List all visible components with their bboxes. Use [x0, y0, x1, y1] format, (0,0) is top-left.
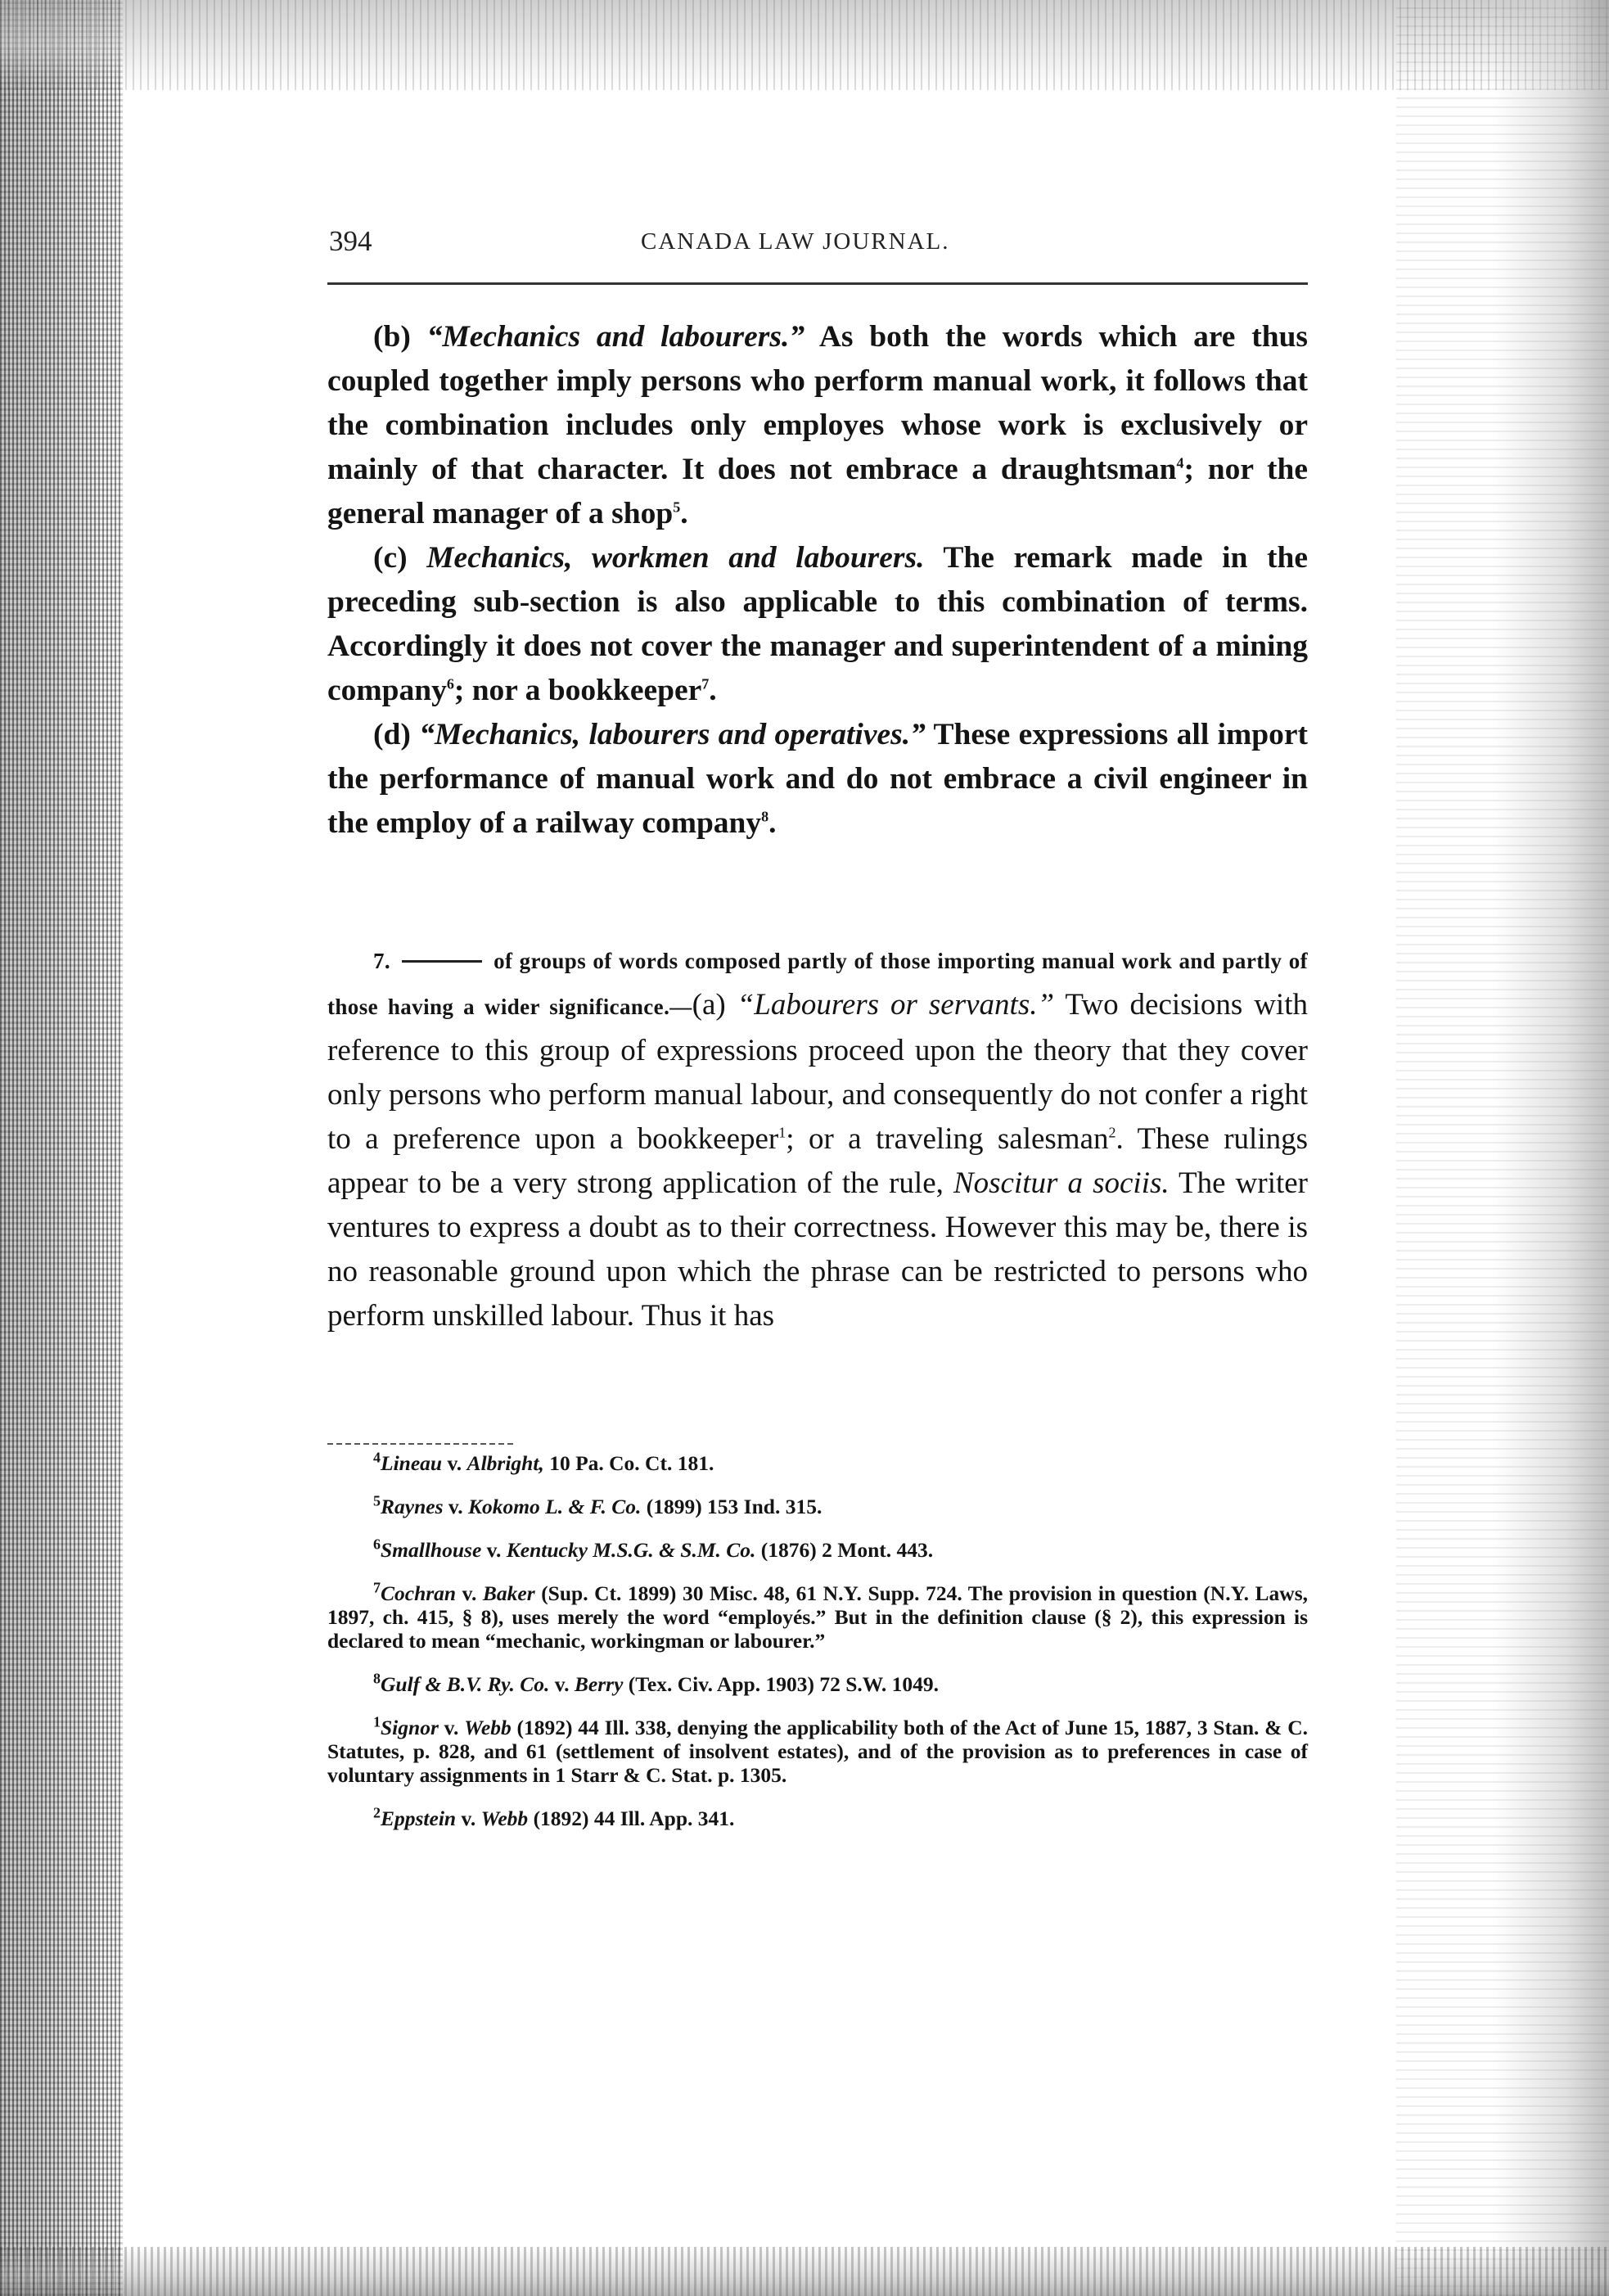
text-7a-end: The writer ventures to express a doubt as to their correctness. However this may be, there is no reasonable ground upon which the phrase can be restricted to persons who perform unskilled labour. Thus it has	[327, 1166, 1308, 1333]
footnote-case: Gulf & B.V. Ry. Co.	[381, 1672, 550, 1696]
footnote-ref-6: 6	[446, 675, 454, 692]
section-7	[327, 937, 1308, 1338]
footnote-ref-1: 1	[778, 1124, 786, 1141]
text-c: The remark made in the preceding sub-section is also applicable to this combination of terms. Accordingly it does not cover the manager and superintendent of a mining company	[327, 541, 1308, 707]
footnote-number: 4	[373, 1449, 381, 1466]
running-head	[327, 225, 1309, 269]
heading-d: “Mechanics, labourers and operatives.”	[419, 718, 926, 751]
footnote-number: 7	[373, 1579, 381, 1596]
footnote-case: Lineau	[381, 1451, 443, 1475]
footnote-party: Berry	[574, 1672, 624, 1696]
text-d: These expressions all import the performance of manual work and do not embrace a civil engineer in the employ of a railway company	[327, 718, 1309, 840]
header-rule	[327, 282, 1308, 285]
footnote	[327, 1581, 1308, 1653]
text-7a-mid: ; or a traveling salesman	[786, 1122, 1109, 1156]
text-c-mid: ; nor a bookkeeper	[453, 674, 702, 707]
footnote-cite: (Sup. Ct. 1899) 30 Misc. 48, 61 N.Y. Supp. 724. The provision in question (N.Y. Laws, 1897, ch. 415, § 8), uses merely the word “employés.” But in the definition clause (§ 2), this expression is declared to mean “mechanic, workingman or labourer.”	[327, 1581, 1309, 1653]
footnote-number: 6	[373, 1536, 381, 1553]
footnote	[327, 1804, 1308, 1830]
footnote	[327, 1538, 1308, 1562]
section-7-title: of groups of words composed partly of those importing manual work and partly of those having a wider significance.—	[327, 949, 1308, 1019]
footnote-rule	[327, 1443, 516, 1445]
footnote-cite: 10 Pa. Co. Ct. 181.	[549, 1451, 714, 1475]
heading-c: Mechanics, workmen and labourers.	[426, 541, 925, 575]
footnote-party: Webb	[464, 1716, 512, 1739]
label-b: (b)	[373, 320, 411, 354]
footnote-cite: (1899) 153 Ind. 315.	[646, 1495, 823, 1518]
footnote-party: Kentucky M.S.G. & S.M. Co.	[506, 1538, 756, 1562]
label-d: (d)	[373, 718, 411, 751]
text-b-end: .	[680, 497, 688, 530]
footnote	[327, 1672, 1308, 1696]
footnote-versus: v.	[462, 1581, 477, 1605]
maxim: Noscitur a sociis.	[953, 1166, 1170, 1200]
text-7a: Two decisions with reference to this group of expressions proceed upon the theory that they cover only persons who perform manual labour, and consequently do not confer a right to a preference upon a bookkeeper	[327, 988, 1308, 1156]
footnote-ref-8: 8	[761, 808, 769, 825]
journal-page	[327, 225, 1309, 1830]
scan-edge-left	[0, 0, 123, 2296]
footnote-number: 5	[373, 1492, 381, 1509]
paragraph-d	[327, 713, 1308, 846]
paragraph-7	[327, 937, 1308, 1338]
footnotes	[327, 1451, 1308, 1850]
label-7a: (a)	[692, 988, 726, 1022]
footnote-case: Raynes	[381, 1495, 444, 1518]
footnote-party: Webb	[480, 1807, 529, 1830]
footnote-party: Baker	[482, 1581, 535, 1605]
footnote-cite: (1892) 44 Ill. 338, denying the applicability both of the Act of June 15, 1887, 3 Stan. & C. Statutes, p. 828, and 61 (settlement of insolvent estates), and of the provision as to preferences in case of voluntary assignments in 1 Starr & C. Stat. p. 1305.	[327, 1716, 1308, 1787]
footnote-case: Cochran	[381, 1581, 457, 1605]
text-b: As both the words which are thus coupled together imply persons who perform manual work, it follows that the combination includes only employes whose work is exclusively or mainly of that character. It does not embrace a draughtsman	[327, 320, 1309, 486]
footnote-ref-4: 4	[1176, 454, 1184, 471]
footnote-case: Smallhouse	[381, 1538, 482, 1562]
paragraph-c	[327, 536, 1308, 713]
footnote-ref-2: 2	[1108, 1124, 1116, 1141]
heading-b: “Mechanics and labourers.”	[426, 320, 805, 354]
footnote-ref-5: 5	[673, 498, 681, 516]
footnote-number: 2	[373, 1804, 381, 1821]
footnote-case: Eppstein	[381, 1807, 457, 1830]
heading-7a: “Labourers or servants.”	[737, 988, 1055, 1022]
footnote-party: Albright,	[466, 1451, 544, 1475]
section-dash	[402, 960, 482, 963]
label-c: (c)	[373, 541, 408, 575]
footnote-ref-7: 7	[701, 675, 710, 692]
footnote-cite: (Tex. Civ. App. 1903) 72 S.W. 1049.	[628, 1672, 940, 1696]
footnote-versus: v.	[461, 1807, 476, 1830]
paragraph-b	[327, 315, 1308, 536]
text-c-end: .	[709, 674, 717, 707]
footnote-cite: (1876) 2 Mont. 443.	[760, 1538, 934, 1562]
footnote-case: Signor	[381, 1716, 439, 1739]
footnote-versus: v.	[448, 1495, 463, 1518]
footnote-versus: v.	[444, 1716, 459, 1739]
footnote-versus: v.	[447, 1451, 462, 1475]
footnote-versus: v.	[554, 1672, 570, 1696]
scan-edge-right	[1396, 0, 1609, 2296]
footnote-versus: v.	[486, 1538, 502, 1562]
footnote	[327, 1713, 1308, 1787]
footnote	[327, 1451, 1308, 1475]
footnote-party: Kokomo L. & F. Co.	[467, 1495, 642, 1518]
scan-edge-top	[0, 0, 1609, 90]
footnote-cite: (1892) 44 Ill. App. 341.	[533, 1807, 735, 1830]
scan-edge-bottom	[0, 2247, 1609, 2296]
text-7a-mid2: . These rulings appear to be a very strong application of the rule,	[327, 1122, 1308, 1200]
section-7-number: 7.	[373, 949, 391, 973]
footnote	[327, 1492, 1308, 1518]
journal-title: CANADA LAW JOURNAL.	[641, 228, 950, 255]
footnote-number: 1	[373, 1713, 381, 1730]
text-d-end: .	[768, 806, 777, 840]
page-number: 394	[329, 225, 372, 257]
text-b-mid: ; nor the general manager of a shop	[327, 453, 1308, 530]
footnote-number: 8	[373, 1670, 381, 1687]
body-text	[327, 315, 1308, 846]
